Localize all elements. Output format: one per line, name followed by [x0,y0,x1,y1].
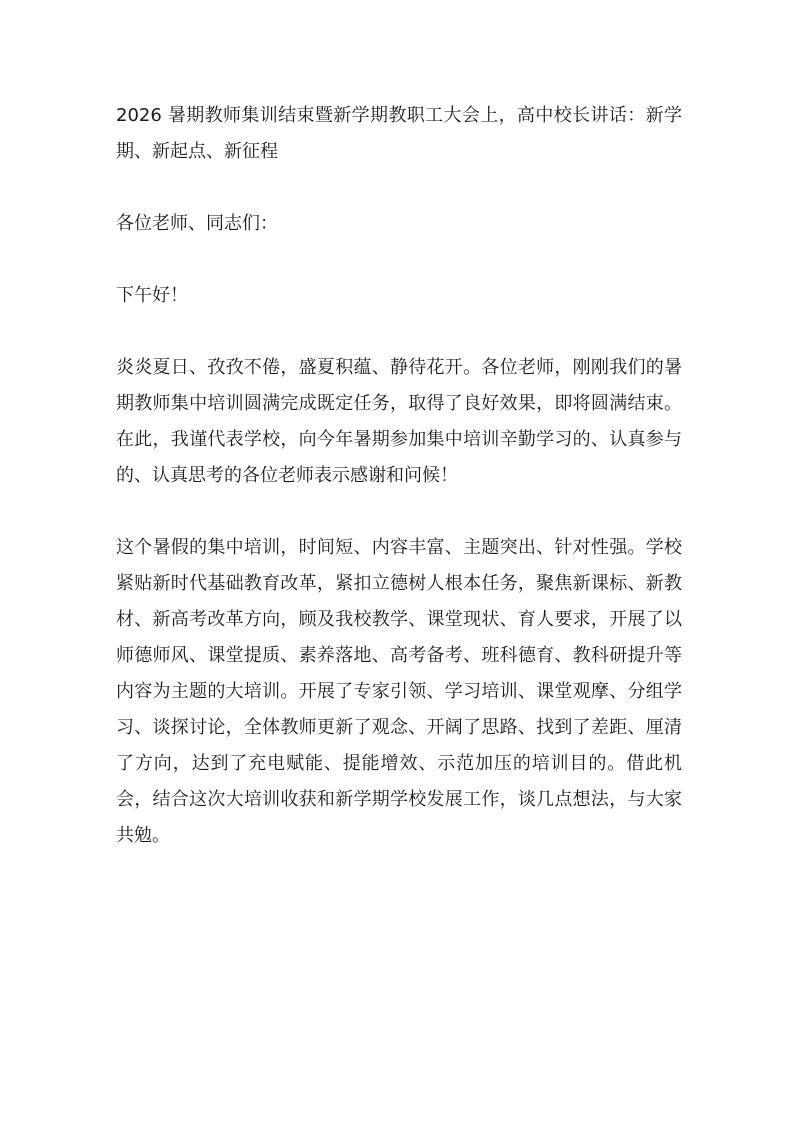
paragraph-opening: 炎炎夏日、孜孜不倦，盛夏积蕴、静待花开。各位老师，刚刚我们的暑期教师集中培训圆满完成既定任务，取得了良好效果，即将圆满结束。在此，我谨代表学校，向今年暑期参加集中培训辛勤学习的、认真参与的、认真思考的各位老师表示感谢和问候！ [116,357,682,486]
salutation: 各位老师、同志们： [116,213,278,234]
document-body [116,98,682,890]
greeting: 下午好！ [116,285,188,306]
paragraph-training-summary: 这个暑假的集中培训，时间短、内容丰富、主题突出、针对性强。学校紧贴新时代基础教育改革，紧扣立德树人根本任务，聚焦新课标、新教材、新高考改革方向，顾及我校教学、课堂现状、育人要求，开展了以师德师风、课堂提质、素养落地、高考备考、班科德育、教科研提升等内容为主题的大培训。开展了专家引领、学习培训、课堂观摩、分组学习、谈探讨论，全体教师更新了观念、开阔了思路、找到了差距、厘清了方向，达到了充电赋能、提能增效、示范加压的培训目的。借此机会，结合这次大培训收获和新学期学校发展工作，谈几点想法，与大家共勉。 [116,537,682,846]
document-title: 2026 暑期教师集训结束暨新学期教职工大会上，高中校长讲话：新学期、新起点、新征程 [116,105,682,162]
